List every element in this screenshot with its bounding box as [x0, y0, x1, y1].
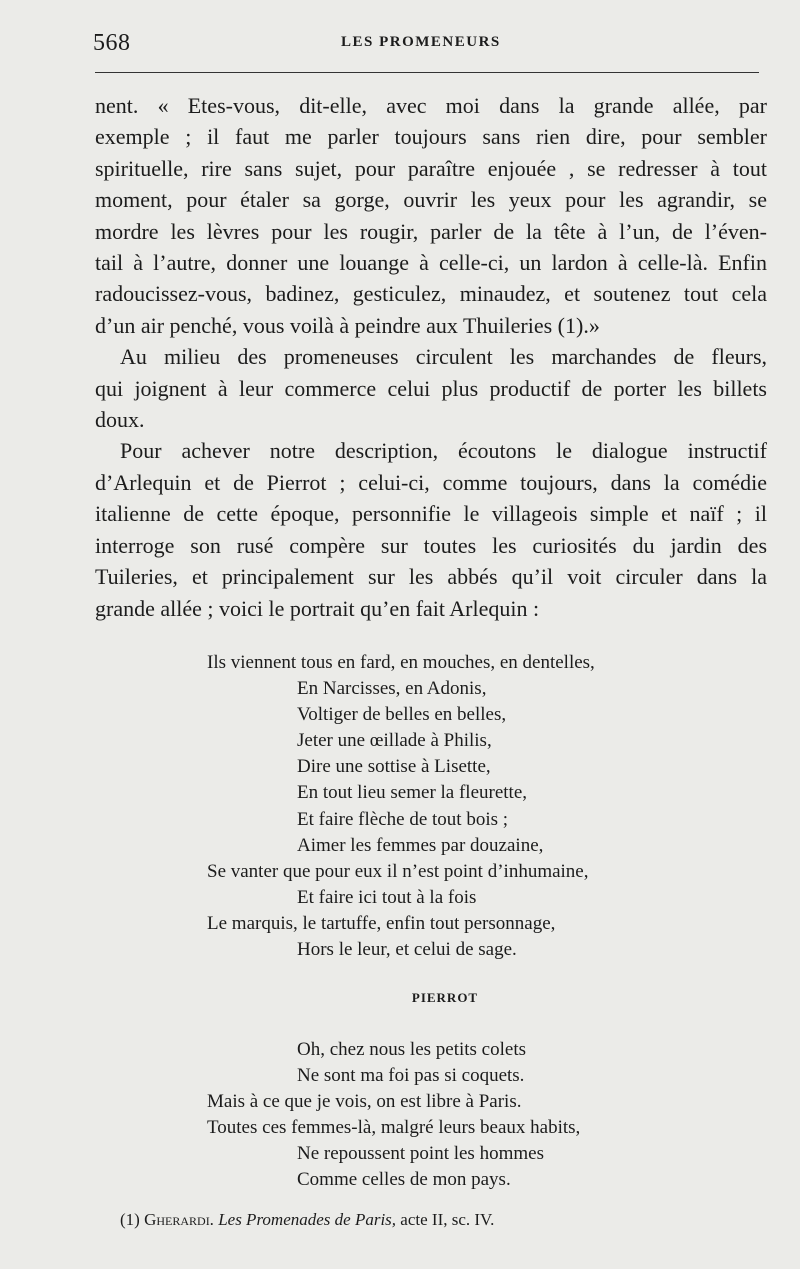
verse-line: Toutes ces femmes-là, malgré leurs beaux habits,: [207, 1117, 581, 1138]
verse-line: Et faire ici tout à la fois: [297, 886, 477, 908]
text-line: moment, pour étaler sa gorge, ouvrir les yeux pour les agrandir, se: [95, 187, 767, 213]
verse-line: Ne sont ma foi pas si coquets.: [297, 1065, 525, 1086]
verse-line: Voltiger de belles en belles,: [297, 704, 507, 726]
page-header: [93, 30, 760, 66]
header-rule: [95, 72, 759, 73]
text-line: radoucissez-vous, badinez, gesticulez, minaudez, et soutenez tout cela: [95, 281, 767, 307]
verse-line: Hors le leur, et celui de sage.: [297, 939, 517, 961]
text-line: exemple ; il faut me parler toujours sans rien dire, pour sembler: [95, 124, 767, 150]
verse-line: Comme celles de mon pays.: [297, 1169, 511, 1190]
text-line: qui joignent à leur commerce celui plus productif de porter les billets: [95, 375, 767, 401]
text-line: Pour achever notre description, écoutons le dialogue instructif: [120, 438, 767, 464]
text-line: interroge son rusé compère sur toutes les curiosités du jardin des: [95, 532, 767, 558]
text-line: italienne de cette époque, personnifie le villageois simple et naïf ; il: [95, 501, 767, 527]
footnote-reference: acte II, sc. IV.: [400, 1210, 495, 1229]
verse-line: Aimer les femmes par douzaine,: [297, 834, 544, 856]
footnote-marker: (1): [120, 1210, 140, 1229]
text-line: Au milieu des promeneuses circulent les marchandes de fleurs,: [120, 344, 767, 370]
body-text: [95, 90, 767, 624]
text-line: nent. « Etes-vous, dit-elle, avec moi dans la grande allée, par: [95, 93, 767, 118]
verse-arlequin: [0, 650, 800, 963]
text-line: d’un air penché, vous voilà à peindre aux Thuileries (1).»: [95, 312, 600, 338]
verse-pierrot: [0, 1037, 800, 1193]
text-line: mordre les lèvres pour les rougir, parler de la tête à l’un, de l’éven-: [95, 218, 767, 244]
verse-line: Le marquis, le tartuffe, enfin tout personnage,: [207, 912, 556, 934]
page-number: 568: [93, 30, 131, 56]
verse-line: Ne repoussent point les hommes: [297, 1143, 544, 1164]
speaker-name: PIERROT: [411, 990, 479, 1005]
verse-line: Dire une sottise à Lisette,: [297, 756, 491, 778]
verse-line: Oh, chez nous les petits colets: [297, 1039, 527, 1060]
text-line: spirituelle, rire sans sujet, pour paraître enjouée , se redresser à tout: [95, 155, 767, 181]
verse-line: En tout lieu semer la fleurette,: [297, 782, 528, 804]
verse-line: Se vanter que pour eux il n’est point d’inhumaine,: [207, 860, 589, 882]
verse-line: En Narcisses, en Adonis,: [297, 678, 487, 700]
text-line: tail à l’autre, donner une louange à celle-ci, un lardon à celle-là. Enfin: [95, 250, 767, 276]
text-line: d’Arlequin et de Pierrot ; celui-ci, comme toujours, dans la comédie: [95, 469, 767, 495]
verse-line: Et faire flèche de tout bois ;: [297, 808, 509, 830]
verse-line: Mais à ce que je vois, on est libre à Paris.: [207, 1091, 522, 1112]
footnote: [120, 1210, 494, 1230]
text-line: Tuileries, et principalement sur les abbés qu’il voit circuler dans la: [95, 564, 767, 590]
verse-line: Jeter une œillade à Philis,: [297, 730, 492, 752]
footnote-author: Gherardi.: [144, 1210, 214, 1229]
verse-line: Ils viennent tous en fard, en mouches, en dentelles,: [207, 652, 595, 673]
running-title: LES PROMENEURS: [341, 34, 501, 50]
footnote-work-title: Les Promenades de Paris,: [218, 1210, 397, 1229]
text-line: doux.: [95, 407, 145, 433]
text-line: grande allée ; voici le portrait qu’en fait Arlequin :: [95, 595, 540, 621]
